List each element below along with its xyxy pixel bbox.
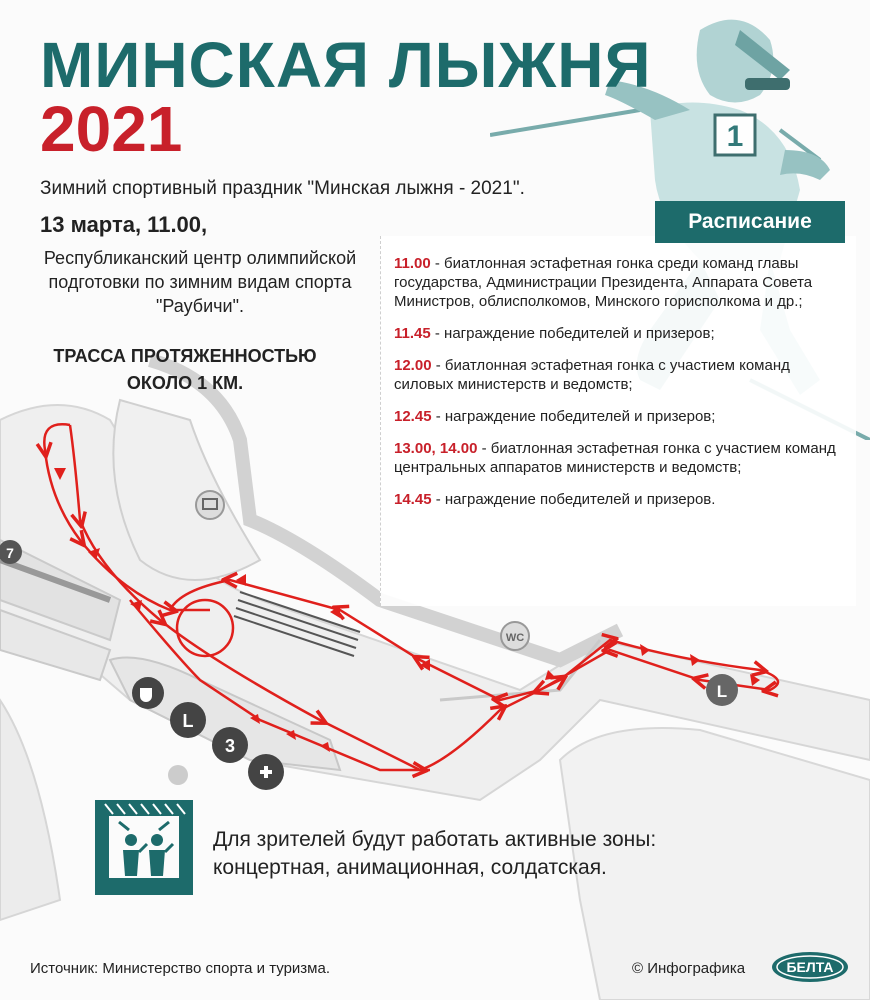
schedule-time: 14.45 [394,491,432,508]
schedule-item [394,324,849,343]
schedule-item [394,356,849,394]
track-length: ТРАССА ПРОТЯЖЕННОСТЬЮ ОКОЛО 1 КМ. [53,346,317,393]
wc-label: WC [505,632,525,644]
title-line-1: МИНСКАЯ ЛЫЖНЯ [40,29,652,101]
schedule-item [394,439,849,477]
schedule-description: - награждение победителей и призеров. [431,491,716,508]
schedule-time: 13.00, 14.00 [394,440,478,457]
schedule-list [394,254,849,522]
source-note: Источник: Министерство спорта и туризма. [30,960,330,977]
belta-logo-text: БЕЛТА [786,959,834,975]
credit-note: © Инфографика [632,960,746,977]
schedule-time: 11.00 [394,255,431,272]
bib-number: 1 [726,120,744,153]
schedule-time: 11.45 [394,325,431,342]
schedule-description: - биатлонная эстафетная гонка среди команд главы государства, Администрации Президента, Аппарата Совета Министров, облисполкомов, Минского горисполкома и др.; [394,255,813,310]
marker-7-label: 7 [6,545,14,561]
event-venue: Республиканский центр олимпийской подготовки по зимним видам спорта "Раубичи". [43,248,357,316]
lift-marker-label: L [182,711,194,731]
schedule-item [394,254,849,311]
schedule-item [394,490,849,509]
schedule-time: 12.45 [394,408,432,425]
siren-icon [168,765,188,785]
monitor-icon [196,491,224,519]
event-subtitle: Зимний спортивный праздник "Минская лыжня - 2021". [40,178,525,199]
lift-marker-2-label: L [716,682,728,701]
stage-icon [95,800,193,895]
event-date: 13 марта, 11.00, [40,212,208,237]
schedule-item [394,407,849,426]
marker-3-label: 3 [224,736,236,756]
schedule-time: 12.00 [394,357,432,374]
schedule-description: - биатлонная эстафетная гонка с участием команд центральных аппаратов министерств и ведомств; [394,440,836,476]
schedule-header: Расписание [655,201,845,243]
belta-logo [770,950,850,984]
schedule-description: - награждение победителей и призеров; [430,325,715,342]
schedule-description: - биатлонная эстафетная гонка с участием команд силовых министерств и ведомств; [394,357,790,393]
schedule-description: - награждение победителей и призеров; [431,408,716,425]
title-line-2: 2021 [40,93,183,165]
zones-text: Для зрителей будут работать активные зоны: концертная, анимационная, солдатская. [213,828,657,879]
